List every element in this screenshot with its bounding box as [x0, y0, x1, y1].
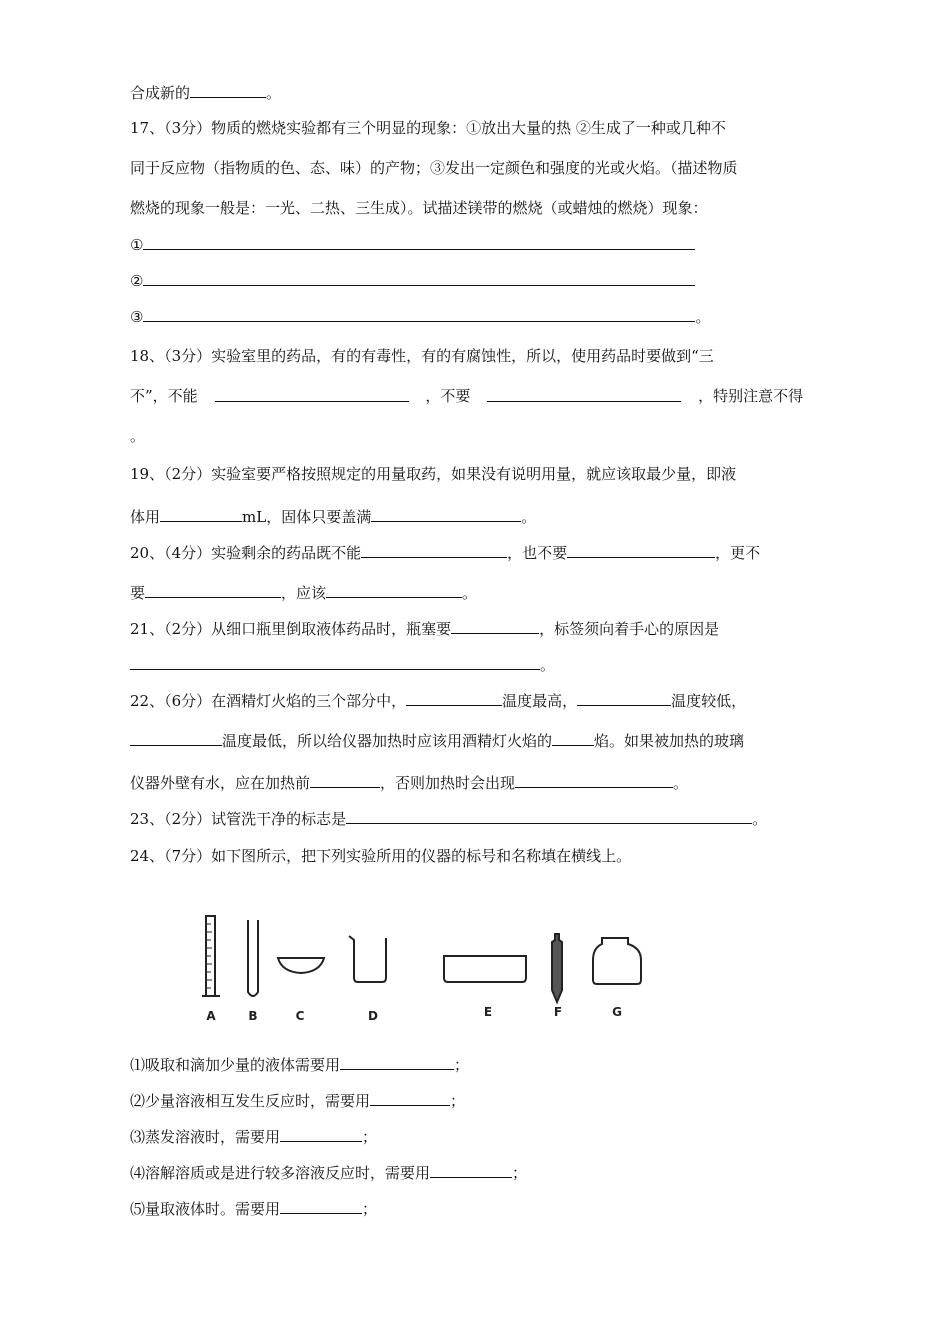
- q24-item-4: ⑷溶解溶质或是进行较多溶液反应时，需要用 ；: [130, 1164, 528, 1182]
- answer-blank[interactable]: [130, 730, 222, 746]
- label-a: A: [206, 1009, 216, 1023]
- graduated-cylinder-icon: [202, 916, 220, 996]
- q20-line1: 20、（4分）实验剩余的药品既不能 ，也不要 ，更不: [130, 544, 761, 562]
- q17-answer-3: ③ 。: [130, 308, 711, 326]
- q22-line2: 温度最低，所以给仪器加热时应该用酒精灯火焰的 焰。如果被加热的玻璃: [130, 730, 744, 751]
- answer-blank[interactable]: [487, 386, 681, 402]
- q23-line: 23、（2分）试管洗干净的标志是 。: [130, 810, 768, 828]
- label-g: G: [612, 1005, 622, 1019]
- q20-line2: 要 ，应该 。: [130, 584, 478, 602]
- q18-line1: 18、（3分）实验室里的药品，有的有毒性，有的有腐蚀性，所以，使用药品时要做到“三: [130, 347, 714, 365]
- q21-line2: 。: [130, 654, 555, 675]
- answer-blank[interactable]: [190, 82, 266, 98]
- q22-line3: 仪器外壁有水，应在加热前 ，否则加热时会出现 。: [130, 774, 689, 792]
- answer-blank[interactable]: [406, 690, 502, 706]
- answer-blank[interactable]: [310, 772, 380, 788]
- q24-item-3: ⑶蒸发溶液时，需要用 ；: [130, 1128, 378, 1146]
- beaker-icon: [349, 936, 386, 982]
- answer-blank[interactable]: [370, 1090, 450, 1106]
- trough-icon: [444, 956, 526, 982]
- apparatus-figure: [196, 908, 656, 1028]
- q22-line1: 22、（6分）在酒精灯火焰的三个部分中， 温度最高， 温度较低，: [130, 692, 747, 710]
- q18-line3: 。: [130, 427, 146, 445]
- dropper-icon: [552, 934, 562, 1002]
- q17-line2: 同于反应物（指物质的色、态、味）的产物；③发出一定颜色和强度的光或火焰。（描述物质: [130, 159, 738, 177]
- answer-blank[interactable]: [143, 306, 695, 322]
- q17-line3: 燃烧的现象一般是：一光、二热、三生成）。试描述镁带的燃烧（或蜡烛的燃烧）现象：: [130, 199, 708, 217]
- label-e: E: [483, 1005, 493, 1019]
- q24-item-1: ⑴吸取和滴加少量的液体需要用 ；: [130, 1056, 470, 1074]
- answer-blank[interactable]: [346, 808, 752, 824]
- answer-blank[interactable]: [515, 772, 673, 788]
- q24-item-2: ⑵少量溶液相互发生反应时，需要用 ；: [130, 1092, 466, 1110]
- label-c: C: [295, 1009, 305, 1023]
- answer-blank[interactable]: [215, 386, 409, 402]
- label-d: D: [368, 1009, 378, 1023]
- test-tube-icon: [248, 920, 258, 996]
- answer-blank[interactable]: [160, 506, 242, 522]
- answer-blank[interactable]: [552, 730, 594, 746]
- label-f: F: [553, 1005, 563, 1019]
- answer-blank[interactable]: [430, 1162, 512, 1178]
- answer-blank[interactable]: [567, 542, 715, 558]
- evaporating-dish-icon: [278, 958, 324, 973]
- answer-blank[interactable]: [280, 1126, 362, 1142]
- answer-blank[interactable]: [371, 506, 521, 522]
- label-b: B: [248, 1009, 258, 1023]
- q17-answer-2: ②: [130, 270, 695, 291]
- q16-tail: 合成新的 。: [130, 84, 282, 102]
- answer-blank[interactable]: [145, 582, 281, 598]
- q19-line1: 19、（2分）实验室要严格按照规定的用量取药，如果没有说明用量，就应该取最少量，即液: [130, 465, 737, 483]
- q17-answer-1: ①: [130, 234, 695, 255]
- q17-line1: 17、（3分）物质的燃烧实验都有三个明显的现象：①放出大量的热 ②生成了一种或几种不: [130, 119, 726, 137]
- wide-mouth-bottle-icon: [593, 938, 641, 984]
- answer-blank[interactable]: [451, 618, 539, 634]
- answer-blank[interactable]: [280, 1198, 362, 1214]
- q19-line2: 体用 mL，固体只要盖满 。: [130, 508, 537, 526]
- answer-blank[interactable]: [340, 1054, 454, 1070]
- q18-line2: 不”，不能 ，不要 ，特别注意不得: [130, 387, 804, 405]
- answer-blank[interactable]: [143, 234, 695, 250]
- answer-blank[interactable]: [143, 270, 695, 286]
- q21-line1: 21、（2分）从细口瓶里倒取液体药品时，瓶塞要 ，标签须向着手心的原因是: [130, 620, 720, 638]
- answer-blank[interactable]: [577, 690, 671, 706]
- answer-blank[interactable]: [130, 654, 540, 670]
- answer-blank[interactable]: [361, 542, 507, 558]
- q24-intro: 24、（7分）如下图所示，把下列实验所用的仪器的标号和名称填在横线上。: [130, 847, 632, 865]
- answer-blank[interactable]: [326, 582, 462, 598]
- q24-item-5: ⑸量取液体时。需要用 ；: [130, 1200, 378, 1218]
